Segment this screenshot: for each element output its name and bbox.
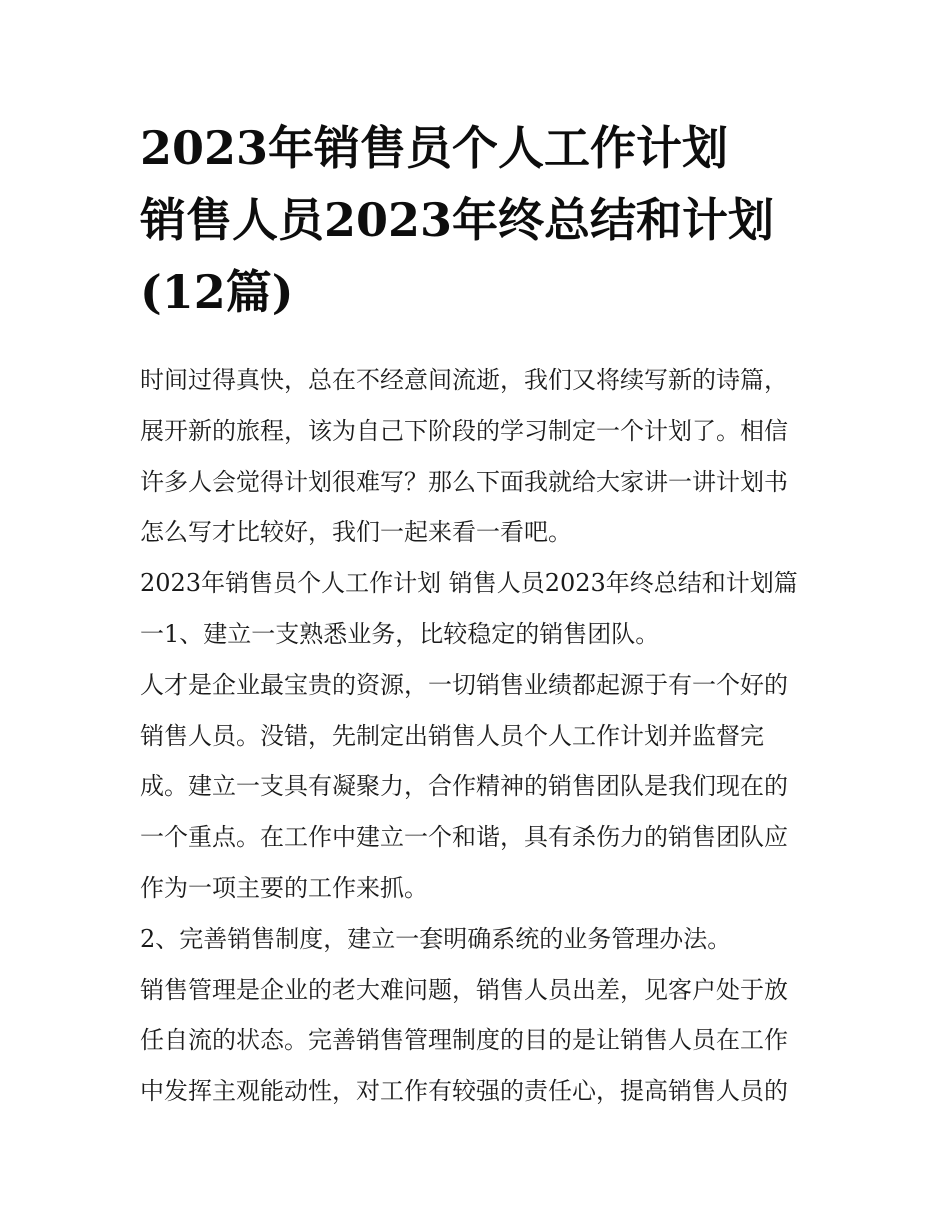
body-line: 任自流的状态。完善销售管理制度的目的是让销售人员在工作 bbox=[140, 1026, 788, 1055]
document-body bbox=[140, 355, 820, 1117]
body-line: 时间过得真快，总在不经意间流逝，我们又将续写新的诗篇， bbox=[140, 366, 788, 394]
body-line: 人才是企业最宝贵的资源，一切销售业绩都起源于有一个好的 bbox=[140, 670, 788, 699]
body-line: 成。建立一支具有凝聚力，合作精神的销售团队是我们现在的 bbox=[140, 772, 788, 801]
title-line-3: (12篇) bbox=[140, 265, 294, 319]
body-line: 2、完善销售制度，建立一套明确系统的业务管理办法。 bbox=[140, 924, 732, 953]
body-line: 一1、建立一支熟悉业务，比较稳定的销售团队。 bbox=[140, 619, 660, 648]
title-line-1: 2023年销售员个人工作计划 bbox=[140, 121, 729, 175]
body-line: 中发挥主观能动性，对工作有较强的责任心，提高销售人员的 bbox=[140, 1077, 788, 1106]
body-line: 销售管理是企业的老大难问题，销售人员出差，见客户处于放 bbox=[140, 975, 788, 1004]
document-title bbox=[140, 112, 830, 328]
title-line-2: 销售人员2023年终总结和计划 bbox=[140, 193, 775, 247]
body-line: 销售人员。没错，先制定出销售人员个人工作计划并监督完 bbox=[140, 721, 764, 750]
body-line: 展开新的旅程，该为自己下阶段的学习制定一个计划了。相信 bbox=[140, 416, 788, 445]
body-line: 一个重点。在工作中建立一个和谐，具有杀伤力的销售团队应 bbox=[140, 823, 788, 852]
body-line: 2023年销售员个人工作计划 销售人员2023年终总结和计划篇 bbox=[140, 569, 798, 598]
body-line: 许多人会觉得计划很难写？那么下面我就给大家讲一讲计划书 bbox=[140, 467, 788, 496]
body-line: 作为一项主要的工作来抓。 bbox=[140, 873, 428, 902]
body-line: 怎么写才比较好，我们一起来看一看吧。 bbox=[140, 518, 572, 547]
